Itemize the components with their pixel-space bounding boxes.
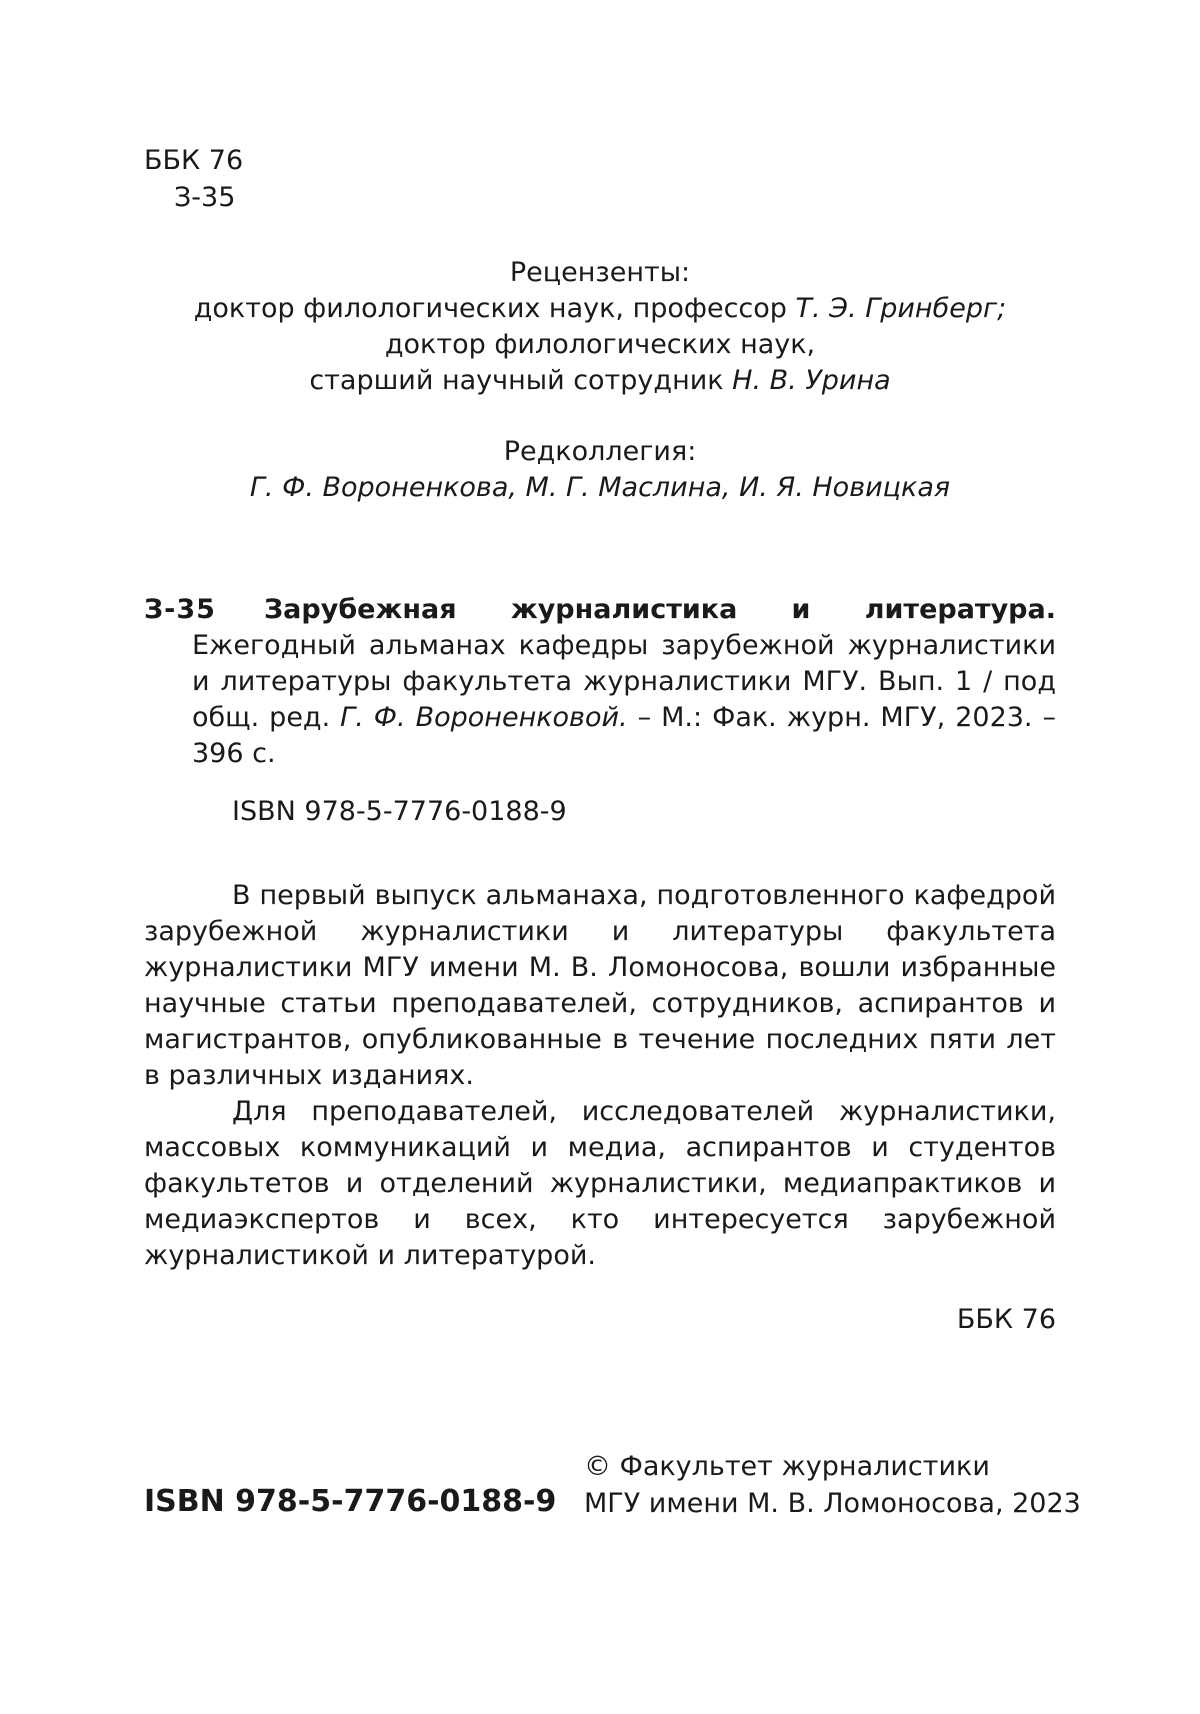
- copyright-block: [584, 1448, 1081, 1522]
- reviewer-2-title: доктор филологических наук,: [384, 329, 816, 360]
- bbk-code-top: [144, 142, 243, 216]
- annotation-paragraph-2: Для преподавателей, исследователей журналистики, массовых коммуникаций и медиа, аспирантов и студентов факультетов и отделений журналистики, медиапрактиков и медиаэкспертов и всех, кто интересуется зарубежной журналистикой и литературой.: [144, 1096, 1056, 1271]
- reviewers-block: [144, 255, 1056, 399]
- entry-index: З-35: [144, 594, 216, 625]
- reviewer-1-name: Т. Э. Гринберг;: [795, 293, 1007, 324]
- copyright-line-2: МГУ имени М. В. Ломоносова, 2023: [584, 1488, 1081, 1519]
- reviewer-2: старший научный сотрудник Н. В. Урина: [309, 365, 891, 396]
- reviewer-1: доктор филологических наук, профессор Т. Э. Гринберг;: [193, 293, 1007, 324]
- annotation-paragraph-1: В первый выпуск альманаха, подготовленного кафедрой зарубежной журналистики и литературы факультета журналистики МГУ имени М. В. Ломоносова, вошли избранные научные статьи преподавателей, сотрудников, аспирантов и магистрантов, опубликованные в течение последних пяти лет в различных изданиях.: [144, 880, 1056, 1091]
- copyright-line-1: © Факультет журналистики: [584, 1451, 990, 1482]
- bibliographic-entry: [144, 592, 1056, 772]
- author-mark: З-35: [174, 182, 236, 213]
- editorial-board-heading: Редколлегия:: [503, 436, 697, 467]
- entry-editor: Г. Ф. Вороненковой.: [340, 702, 628, 733]
- bbk-code-bottom: ББК 76: [956, 1304, 1056, 1335]
- reviewer-2-name: Н. В. Урина: [732, 365, 891, 396]
- isbn-line: ISBN 978-5-7776-0188-9: [232, 796, 567, 827]
- bbk-classification: ББК 76: [144, 145, 244, 176]
- entry-description: Зарубежная журналистика и литература. Ежегодный альманах кафедры зарубежной журналистики и литературы факультета журналистики МГУ. Вып. 1 / под общ. ред. Г. Ф. Вороненковой. – М.: Фак. журн. МГУ, 2023. – 396 с.: [192, 594, 1056, 769]
- reviewers-heading: Рецензенты:: [509, 257, 691, 288]
- editorial-board-block: [144, 434, 1056, 506]
- annotation: [144, 878, 1056, 1274]
- entry-title: Зарубежная журналистика и литература.: [264, 594, 1056, 625]
- editorial-board-names: Г. Ф. Вороненкова, М. Г. Маслина, И. Я. Новицкая: [249, 472, 951, 503]
- isbn-bold: ISBN 978-5-7776-0188-9: [144, 1484, 557, 1519]
